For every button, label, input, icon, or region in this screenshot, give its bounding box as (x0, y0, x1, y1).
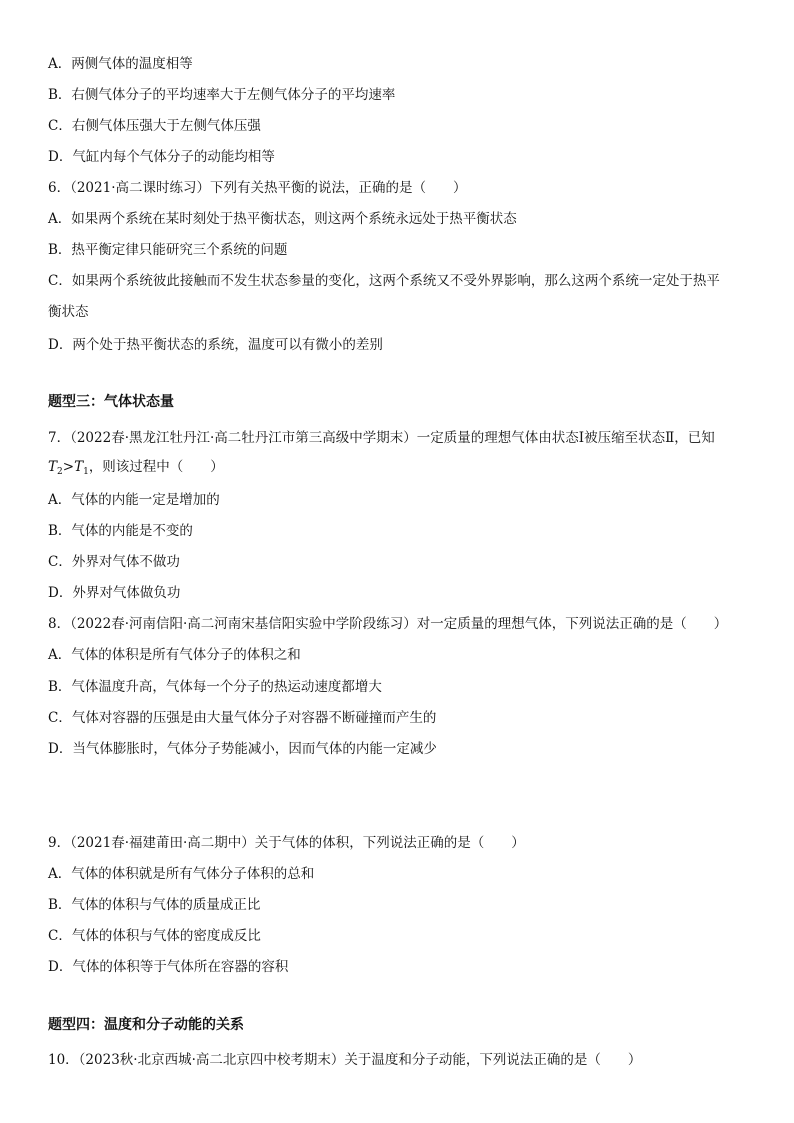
question-7-option-c: C．外界对气体不做功 (48, 554, 180, 570)
question-6-option-d: D．两个处于热平衡状态的系统，温度可以有微小的差别 (48, 337, 383, 353)
question-7-option-b: B．气体的内能是不变的 (48, 523, 193, 539)
temperature-t1: T (74, 459, 84, 475)
question-6-option-a: A．如果两个系统在某时刻处于热平衡状态，则这两个系统永远处于热平衡状态 (48, 211, 517, 227)
option-b: B．右侧气体分子的平均速率大于左侧气体分子的平均速率 (48, 87, 396, 103)
question-9-option-b: B．气体的体积与气体的质量成正比 (48, 897, 261, 913)
question-6-option-c-continued: 衡状态 (48, 304, 89, 320)
question-9-stem: 9．（2021春·福建莆田·高二期中）关于气体的体积，下列说法正确的是（ ） (48, 835, 525, 851)
question-7-stem-end: ，则该过程中（ ） (88, 459, 224, 475)
question-7-option-a: A．气体的内能一定是增加的 (48, 492, 220, 508)
question-9-option-c: C．气体的体积与气体的密度成反比 (48, 928, 261, 944)
section-heading-4: 题型四：温度和分子动能的关系 (48, 1017, 244, 1033)
question-10-stem: 10．（2023秋·北京西城·高二北京四中校考期末）关于温度和分子动能，下列说法正确的是（ ） (48, 1052, 642, 1068)
question-7-stem: 7．（2022春·黑龙江牡丹江·高二牡丹江市第三高级中学期末）一定质量的理想气体由状态Ⅰ被压缩至状态Ⅱ，已知 (48, 430, 715, 446)
question-8-option-d: D．当气体膨胀时，气体分子势能减小，因而气体的内能一定减少 (48, 741, 437, 757)
question-6-stem: 6．（2021·高二课时练习）下列有关热平衡的说法，正确的是（ ） (48, 180, 467, 196)
temperature-t2: T (48, 459, 58, 475)
question-8-option-a: A．气体的体积是所有气体分子的体积之和 (48, 647, 301, 663)
question-9-option-d: D．气体的体积等于气体所在容器的容积 (48, 959, 289, 975)
question-6-option-b: B．热平衡定律只能研究三个系统的问题 (48, 242, 288, 258)
question-7-stem-continued (48, 457, 750, 482)
question-7-option-d: D．外界对气体做负功 (48, 585, 181, 601)
question-8-option-c: C．气体对容器的压强是由大量气体分子对容器不断碰撞而产生的 (48, 710, 437, 726)
option-d: D．气缸内每个气体分子的动能均相等 (48, 149, 275, 165)
option-a: A．两侧气体的温度相等 (48, 56, 193, 72)
question-6-option-c: C．如果两个系统彼此接触而不发生状态参量的变化，这两个系统又不受外界影响，那么这两个系统一定处于热平 (48, 273, 720, 289)
subscript-2: 2 (57, 467, 63, 477)
question-8-stem: 8．（2022春·河南信阳·高二河南宋基信阳实验中学阶段练习）对一定质量的理想气体，下列说法正确的是（ ） (48, 616, 728, 632)
section-heading-3: 题型三：气体状态量 (48, 394, 174, 410)
question-9-option-a: A．气体的体积就是所有气体分子体积的总和 (48, 866, 315, 882)
subscript-1: 1 (83, 467, 89, 477)
greater-than: > (62, 459, 75, 475)
option-c: C．右侧气体压强大于左侧气体压强 (48, 118, 261, 134)
question-8-option-b: B．气体温度升高，气体每一个分子的热运动速度都增大 (48, 679, 382, 695)
